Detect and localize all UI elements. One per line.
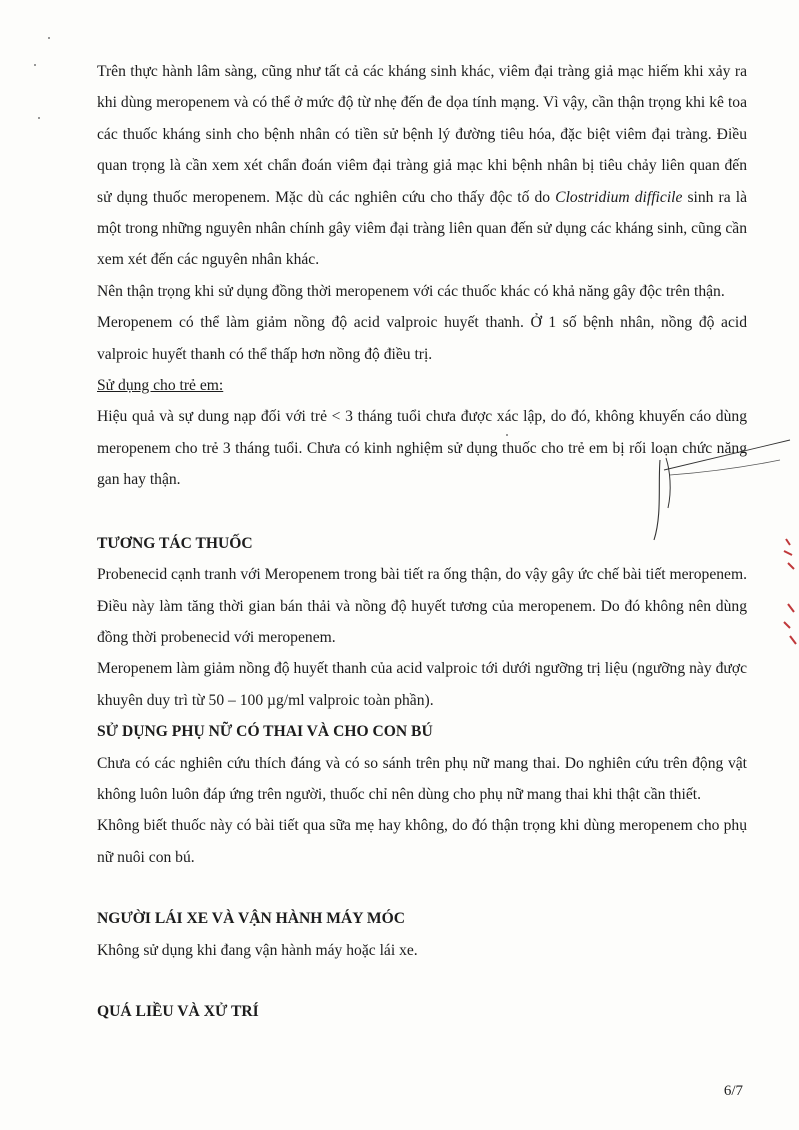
red-ink-mark-icon bbox=[780, 600, 798, 650]
spacer bbox=[97, 966, 747, 996]
section-title-driving: NGƯỜI LÁI XE VÀ VẬN HÀNH MÁY MÓC bbox=[97, 910, 405, 928]
scan-speck bbox=[34, 64, 36, 66]
paragraph-valproic-interaction: Meropenem làm giảm nồng độ huyết thanh của acid valproic tới dưới ngưỡng trị liệu (ngưỡng này được khuyên duy trì từ 50 – 100 µg/ml valproic toàn phần). bbox=[97, 660, 747, 709]
section-title-interactions: TƯƠNG TÁC THUỐC bbox=[97, 534, 253, 552]
paragraph-valproic: Meropenem có thể làm giảm nồng độ acid valproic huyết thanh. Ở 1 số bệnh nhân, nồng độ acid valproic huyết thanh có thể thấp hơn nồng độ điều trị. bbox=[97, 314, 747, 363]
scan-speck bbox=[38, 117, 40, 119]
page-number: 6/7 bbox=[723, 1083, 743, 1099]
organism-name: Clostridium difficile bbox=[555, 188, 683, 206]
paragraph-breastfeeding: Không biết thuốc này có bài tiết qua sữa mẹ hay không, do đó thận trọng khi dùng meropenem cho phụ nữ nuôi con bú. bbox=[97, 817, 747, 866]
scan-speck bbox=[48, 37, 50, 39]
paragraph-probenecid: Probenecid cạnh tranh với Meropenem trong bài tiết ra ống thận, do vậy gây ức chế bài tiết meropenem. Điều này làm tăng thời gian bán thải và nồng độ huyết tương của meropenem. Do đó không nên dùng đồng thời probenecid với meropenem. bbox=[97, 566, 747, 646]
paragraph-pediatric: Hiệu quả và sự dung nạp đối với trẻ < 3 tháng tuổi chưa được xác lập, do đó, không khuyến cáo dùng meropenem cho trẻ 3 tháng tuổi. Chưa có kinh nghiệm sử dụng thuốc cho trẻ em bị rối loạn chức năng gan hay thận. bbox=[97, 408, 747, 489]
section-title-overdose: QUÁ LIỀU VÀ XỬ TRÍ bbox=[97, 1002, 259, 1020]
handwritten-mark-icon bbox=[630, 430, 799, 550]
section-title-pregnancy: SỬ DỤNG PHỤ NỮ CÓ THAI VÀ CHO CON BÚ bbox=[97, 723, 433, 741]
spacer bbox=[97, 873, 747, 903]
paragraph-driving: Không sử dụng khi đang vận hành máy hoặc lái xe. bbox=[97, 941, 418, 959]
paragraph-kidney: Nên thận trọng khi sử dụng đồng thời meropenem với các thuốc khác có khả năng gây độc trên thận. bbox=[97, 282, 725, 300]
pediatric-heading: Sử dụng cho trẻ em: bbox=[97, 377, 224, 395]
red-ink-mark-icon bbox=[780, 535, 798, 575]
paragraph-pregnancy: Chưa có các nghiên cứu thích đáng và có so sánh trên phụ nữ mang thai. Do nghiên cứu trên động vật không luôn luôn đáp ứng trên người, thuốc chỉ nên dùng cho phụ nữ mang thai khi thật cần thiết. bbox=[97, 754, 747, 803]
paragraph-colitis: Trên thực hành lâm sàng, cũng như tất cả các kháng sinh khác, viêm đại tràng giả mạc hiếm khi xảy ra khi dùng meropenem và có thể ở mức độ từ nhẹ đến đe dọa tính mạng. Vì vậy, cần thận trọng khi kê toa các thuốc kháng sinh cho bệnh nhân có tiền sử bệnh lý đường tiêu hóa, đặc biệt viêm đại tràng. Điều quan trọng là cần xem xét chẩn đoán viêm đại tràng giả mạc khi bệnh nhân bị tiêu chảy liên quan đến sử dụng thuốc meropenem. Mặc dù các nghiên cứu cho thấy độc tố do Clostridium difficile sinh ra là một trong những nguyên nhân chính gây viêm đại tràng liên quan đến sử dụng các kháng sinh, cũng cần xem xét đến các nguyên nhân khác. bbox=[97, 63, 747, 269]
